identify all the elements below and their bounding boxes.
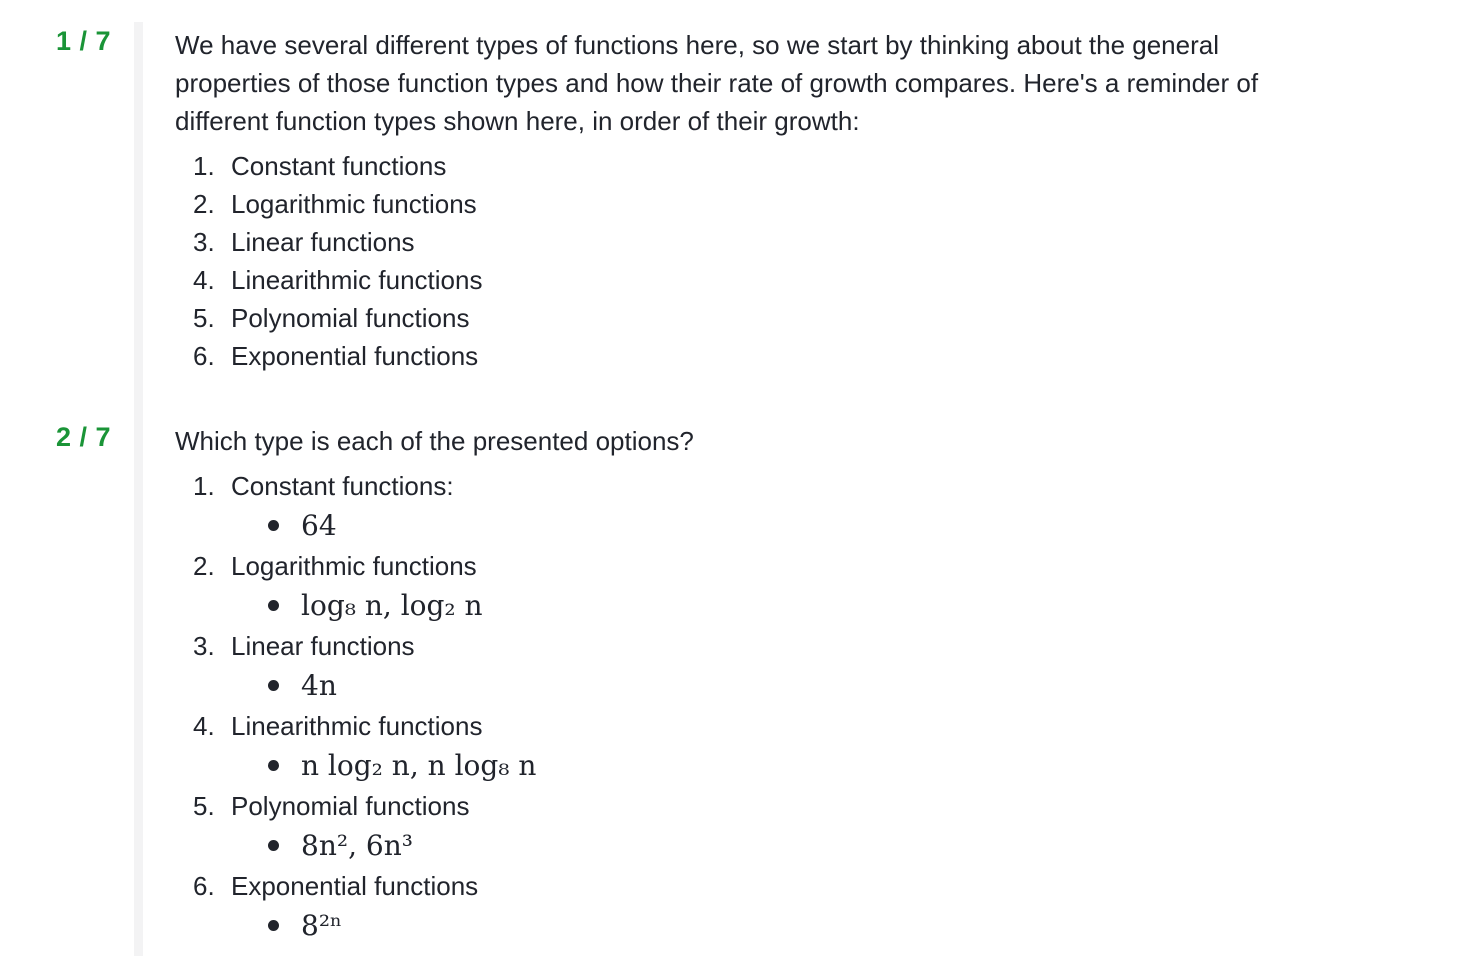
list-label: Linear functions [231,227,415,257]
math-bullet [268,905,557,947]
math-expression: log₈ n, log₂ n [301,589,483,622]
list-item [193,147,482,185]
math-expression: 4n [301,669,337,702]
list-number: 2. [193,189,215,219]
list-number: 5. [193,791,215,821]
list-number: 1. [193,471,215,501]
list-item [193,337,482,375]
list-item [193,185,482,223]
bullet-dot [268,680,279,691]
list-label: Polynomial functions [231,303,470,333]
list-label: Linear functions [231,631,415,661]
bullet-dot [268,520,279,531]
list-number: 6. [193,871,215,901]
step-counter: 2 / 7 [56,422,112,452]
bullet-dot [268,760,279,771]
list-number: 3. [193,631,215,661]
list-label: Constant functions: [231,471,454,501]
list-label: Linearithmic functions [231,711,483,741]
math-bullet [268,665,557,707]
list-item [193,223,482,261]
paragraph-line: We have several different types of functions here, so we start by thinking about the general [175,30,1219,60]
list-number: 5. [193,303,215,333]
math-bullet [268,505,557,547]
list-label: Linearithmic functions [231,265,483,295]
step-counter: 1 / 7 [56,26,112,56]
list-label: Polynomial functions [231,791,470,821]
step-question [175,422,1375,460]
math-bullet [268,585,557,627]
step-explanation [175,26,1375,140]
math-expression: n log₂ n, n log₈ n [301,749,537,782]
bullet-dot [268,600,279,611]
growth-order-list [193,147,482,375]
math-bullet [268,825,557,867]
step-rail [134,22,143,956]
list-label: Exponential functions [231,341,479,371]
math-expression: 8²ⁿ [301,909,343,942]
list-label: Logarithmic functions [231,189,477,219]
list-number: 2. [193,551,215,581]
math-expression: 8n², 6n³ [301,829,413,862]
list-number: 1. [193,151,215,181]
list-item [193,299,482,337]
bullet-dot [268,920,279,931]
list-item [193,467,482,547]
list-number: 3. [193,227,215,257]
list-item [193,867,482,947]
classification-list [193,467,537,947]
math-expression: 64 [301,509,337,542]
paragraph-line: properties of those function types and how their rate of growth compares. Here's a reminder of [175,68,1259,98]
list-item [193,261,482,299]
list-label: Logarithmic functions [231,551,477,581]
list-item [193,627,482,707]
list-item [193,707,537,787]
list-number: 6. [193,341,215,371]
bullet-dot [268,840,279,851]
question-text: Which type is each of the presented options? [175,426,694,456]
list-number: 4. [193,265,215,295]
list-item [193,787,482,867]
math-bullet [268,745,557,787]
list-number: 4. [193,711,215,741]
list-label: Constant functions [231,151,447,181]
list-label: Exponential functions [231,871,479,901]
paragraph-line: different function types shown here, in order of their growth: [175,106,860,136]
list-item [193,547,482,627]
